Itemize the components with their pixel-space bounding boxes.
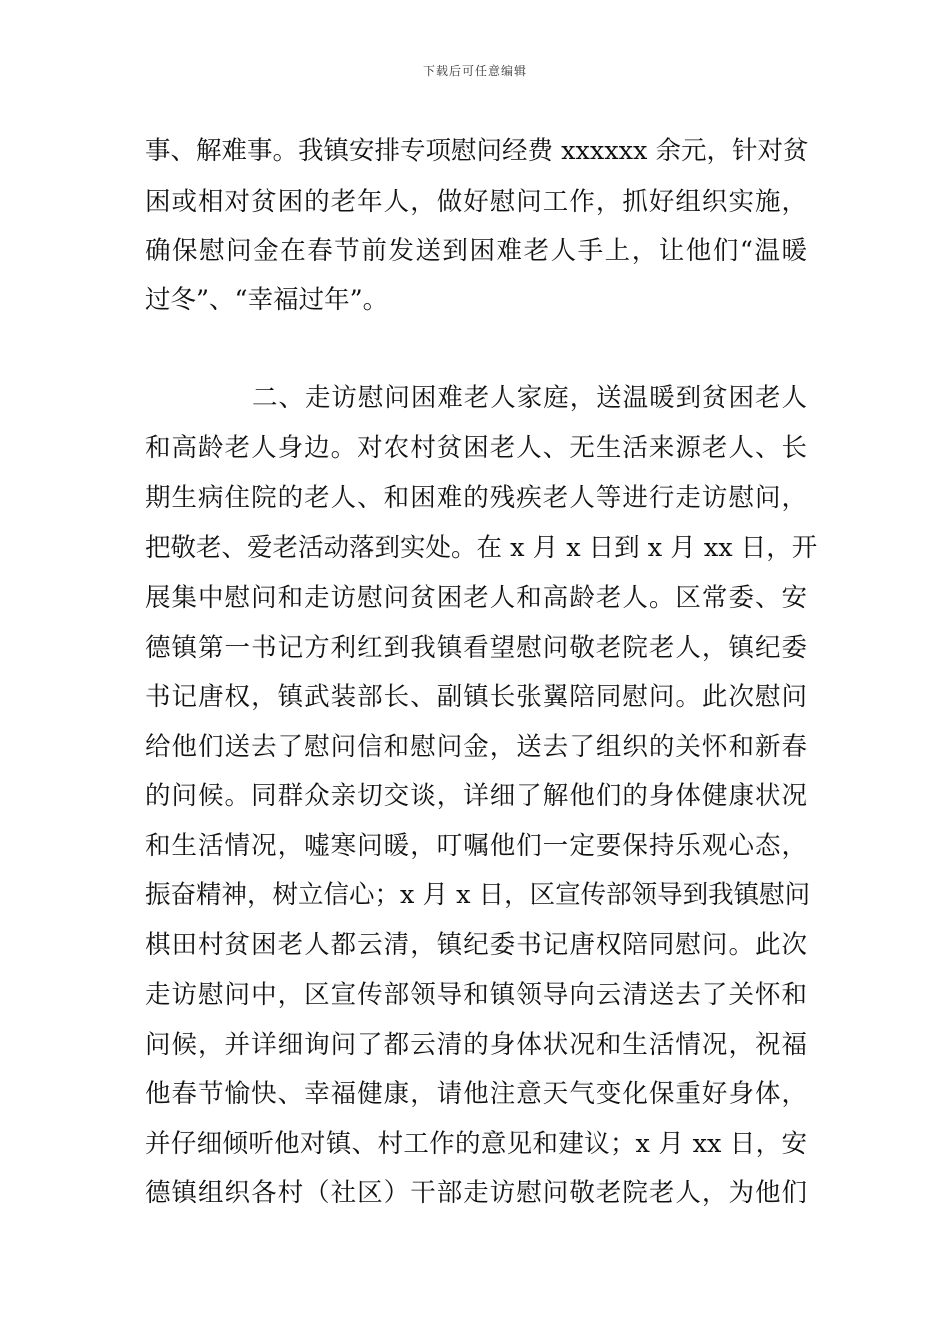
- text-line: 确保慰问金在春节前发送到困难老人手上，让他们“温暖: [145, 236, 807, 266]
- text-line: 给他们送去了慰问信和慰问金，送去了组织的关怀和新春: [145, 732, 807, 762]
- text-line: 事、解难事。我镇安排专项慰问经费 xxxxxx 余元，针对贫: [145, 136, 809, 166]
- text-line: 并仔细倾听他对镇、村工作的意见和建议；x 月 xx 日，安: [145, 1129, 807, 1159]
- text-line: 过冬”、“幸福过年”。: [145, 285, 389, 315]
- page-header: 下载后可任意编辑: [422, 64, 527, 78]
- text-line: 棋田村贫困老人都云清，镇纪委书记唐权陪同慰问。此次: [145, 930, 807, 960]
- text-line: 走访慰问中，区宣传部领导和镇领导向云清送去了关怀和: [145, 980, 807, 1010]
- text-line: 期生病住院的老人、和困难的残疾老人等进行走访慰问，: [145, 483, 807, 513]
- text-line: 的问候。同群众亲切交谈，详细了解他们的身体健康状况: [145, 781, 807, 811]
- text-line: 德镇第一书记方利红到我镇看望慰问敬老院老人，镇纪委: [145, 633, 807, 663]
- text-line: 振奋精神，树立信心；x 月 x 日，区宣传部领导到我镇慰问: [145, 880, 811, 910]
- text-line: 和生活情况，嘘寒问暖，叮嘱他们一定要保持乐观心态，: [145, 831, 807, 861]
- text-line: 二、走访慰问困难老人家庭，送温暖到贫困老人: [252, 383, 807, 413]
- text-line: 和高龄老人身边。对农村贫困老人、无生活来源老人、长: [145, 433, 807, 463]
- text-line: 问候，并详细询问了都云清的身体状况和生活情况，祝福: [145, 1030, 807, 1060]
- text-line: 书记唐权，镇武装部长、副镇长张翼陪同慰问。此次慰问: [145, 682, 807, 712]
- text-line: 把敬老、爱老活动落到实处。在 x 月 x 日到 x 月 xx 日，开: [145, 533, 818, 563]
- text-line: 展集中慰问和走访慰问贫困老人和高龄老人。区常委、安: [145, 583, 807, 613]
- text-line: 困或相对贫困的老年人，做好慰问工作，抓好组织实施，: [145, 187, 807, 217]
- text-line: 德镇组织各村（社区）干部走访慰问敬老院老人，为他们: [145, 1178, 807, 1208]
- text-line: 他春节愉快、幸福健康，请他注意天气变化保重好身体，: [145, 1079, 807, 1109]
